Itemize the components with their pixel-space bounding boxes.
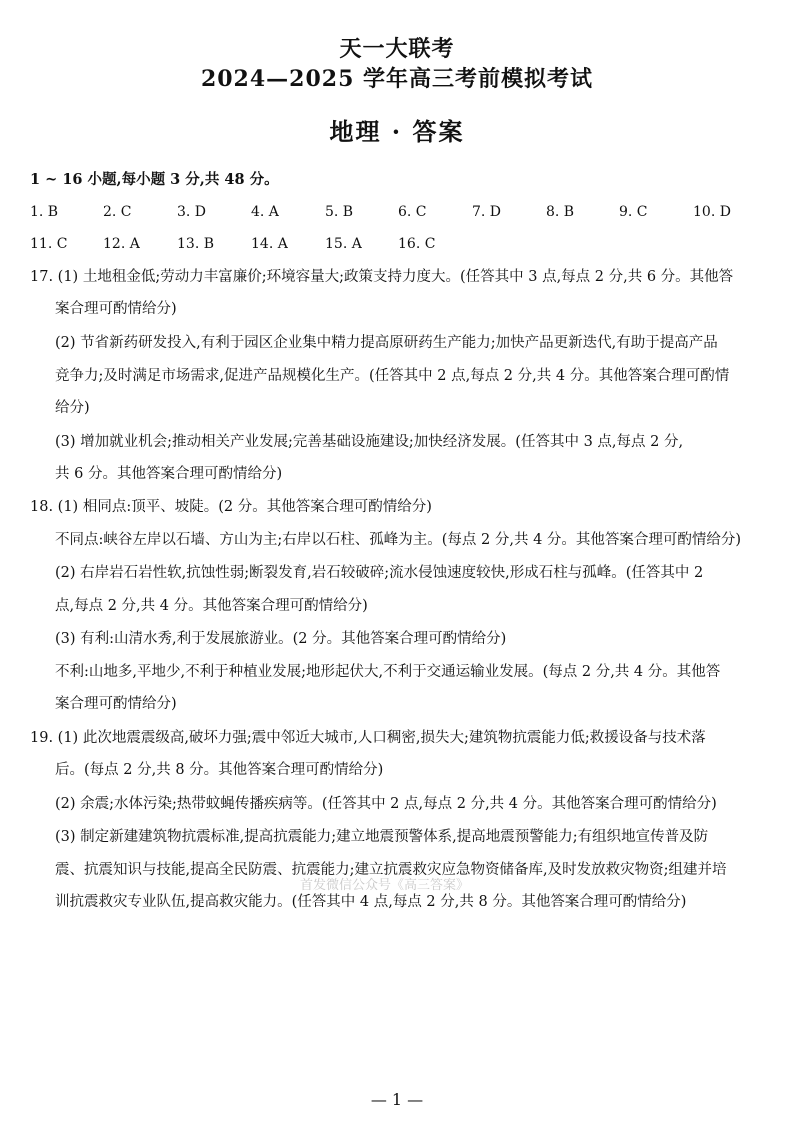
q17-line: (2) 节省新药研发投入,有利于园区企业集中精力提高原研药生产能力;加快产品更新迭代,有助于提高产品 — [55, 335, 718, 351]
q18-line: (2) 右岸岩石岩性软,抗蚀性弱;断裂发育,岩石较破碎;流水侵蚀速度较快,形成石柱与孤峰。(任答其中 2 — [55, 565, 704, 581]
q18-line: 不利:山地多,平地少,不利于种植业发展;地形起伏大,不利于交通运输业发展。(每点 2 分,共 4 分。其他答 — [55, 664, 721, 680]
q18-line: 案合理可酌情给分) — [55, 696, 177, 712]
q18-line: (3) 有利:山清水秀,利于发展旅游业。(2 分。其他答案合理可酌情给分) — [55, 631, 507, 647]
q18-line: 18. (1) 相同点:顶平、坡陡。(2 分。其他答案合理可酌情给分) — [30, 499, 432, 515]
mc-answer: 7. D — [472, 204, 502, 220]
mc-answer: 5. B — [325, 204, 354, 220]
exam-subtitle: 2024—2025 学年高三考前模拟考试 — [200, 66, 594, 92]
q18-line: 不同点:峡谷左岸以石墙、方山为主;右岸以石柱、孤峰为主。(每点 2 分,共 4 分。其他答案合理可酌情给分) — [55, 532, 742, 548]
mc-answer: 16. C — [398, 236, 436, 252]
mc-answer: 11. C — [30, 236, 68, 252]
mc-answer: 8. B — [546, 204, 575, 220]
q17-line: 案合理可酌情给分) — [55, 301, 177, 317]
q18-line: 点,每点 2 分,共 4 分。其他答案合理可酌情给分) — [55, 598, 368, 614]
exam-organizer-title: 天一大联考 — [339, 36, 455, 62]
mc-answer: 2. C — [103, 204, 132, 220]
mc-answer: 12. A — [103, 236, 140, 252]
mc-answer: 3. D — [177, 204, 207, 220]
mc-answer: 13. B — [177, 236, 215, 252]
q19-line: (3) 制定新建建筑物抗震标准,提高抗震能力;建立地震预警体系,提高地震预警能力;有组织地宣传普及防 — [55, 829, 709, 845]
q19-line: 训抗震救灾专业队伍,提高救灾能力。(任答其中 4 点,每点 2 分,共 8 分。其他答案合理可酌情给分) — [55, 894, 687, 910]
mc-answer: 10. D — [693, 204, 731, 220]
mc-answer: 14. A — [251, 236, 288, 252]
q17-line: 给分) — [55, 400, 90, 416]
q19-line: 后。(每点 2 分,共 8 分。其他答案合理可酌情给分) — [55, 762, 384, 778]
mc-answer: 6. C — [398, 204, 427, 220]
q17-line: 竞争力;及时满足市场需求,促进产品规模化生产。(任答其中 2 点,每点 2 分,共 4 分。其他答案合理可酌情 — [55, 368, 730, 384]
q17-line: 17. (1) 土地租金低;劳动力丰富廉价;环境容量大;政策支持力度大。(任答其中 3 点,每点 2 分,共 6 分。其他答 — [30, 269, 734, 285]
q17-line: (3) 增加就业机会;推动相关产业发展;完善基础设施建设;加快经济发展。(任答其中 3 点,每点 2 分, — [55, 434, 684, 450]
q19-line: 19. (1) 此次地震震级高,破坏力强;震中邻近大城市,人口稠密,损失大;建筑物抗震能力低;救援设备与技术落 — [30, 730, 706, 746]
mc-answer: 4. A — [251, 204, 279, 220]
mc-answer: 15. A — [325, 236, 362, 252]
page-number: — 1 — — [370, 1090, 424, 1109]
watermark: 首发微信公众号《高三答案》 — [300, 878, 470, 893]
mc-answer: 1. B — [30, 204, 59, 220]
mc-instructions: 1 ~ 16 小题,每小题 3 分,共 48 分。 — [30, 171, 279, 188]
q19-line: (2) 余震;水体污染;热带蚊蝇传播疾病等。(任答其中 2 点,每点 2 分,共 4 分。其他答案合理可酌情给分) — [55, 796, 717, 812]
mc-answer: 9. C — [619, 204, 648, 220]
q19-line: 震、抗震知识与技能,提高全民防震、抗震能力;建立抗震救灾应急物资储备库,及时发放救灾物资;组建并培 — [55, 862, 727, 878]
paper-title: 地理 · 答案 — [329, 117, 465, 146]
q17-line: 共 6 分。其他答案合理可酌情给分) — [55, 466, 283, 482]
